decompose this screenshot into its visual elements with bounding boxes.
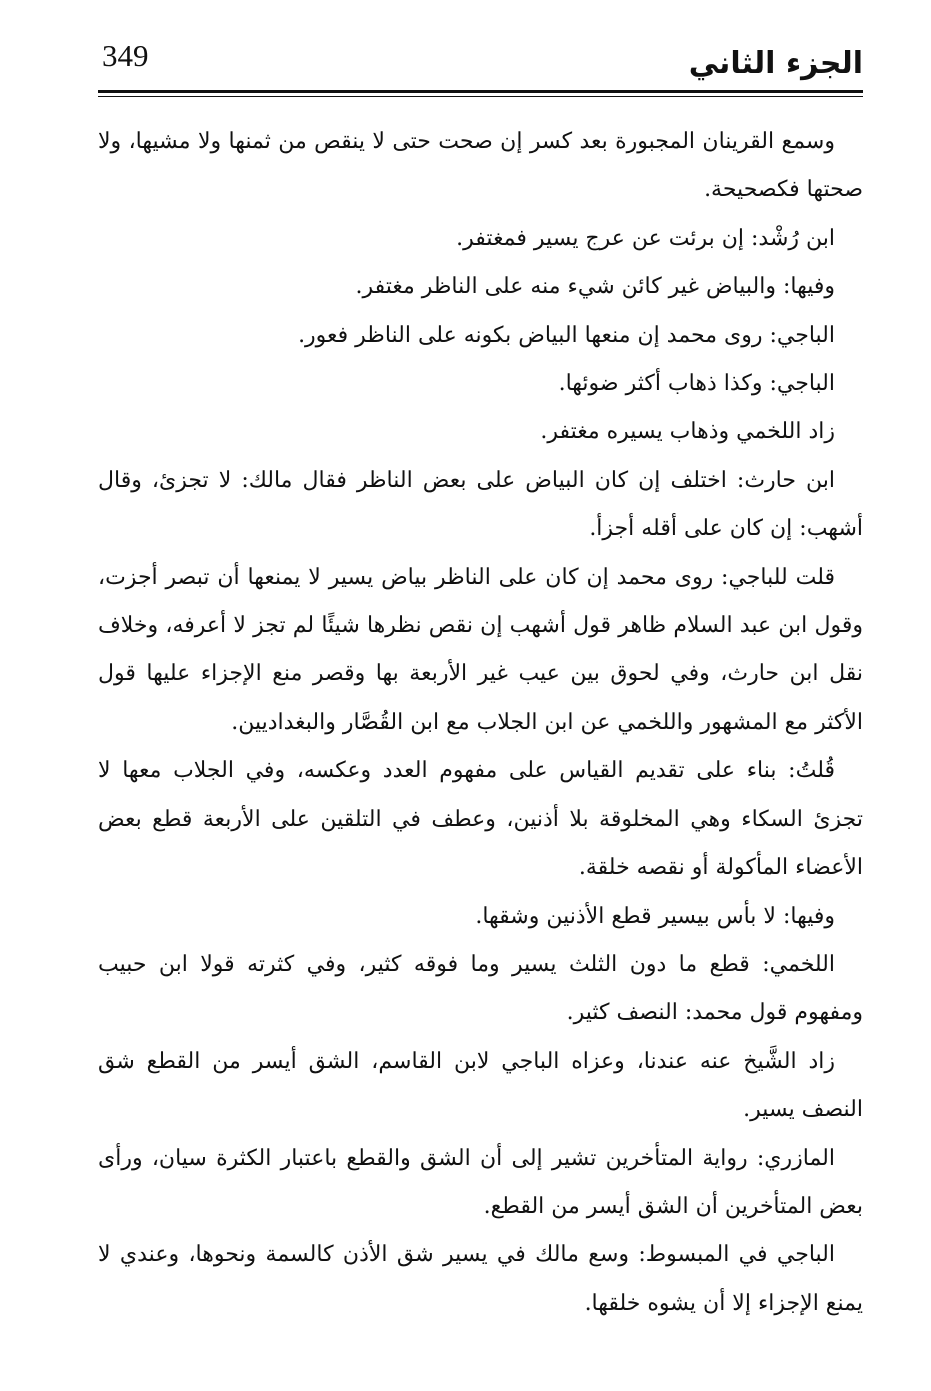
page-body	[98, 118, 863, 1328]
paragraph: وفيها: والبياض غير كائن شيء منه على الناظر مغتفر.	[355, 274, 835, 300]
paragraph: وسمع القرينان المجبورة بعد كسر إن صحت حتى لا ينقص من ثمنها ولا مشيها، ولا صحتها فكصحيحة.	[98, 129, 863, 203]
header-rule-thin	[98, 96, 863, 97]
running-head-title: الجزء الثاني	[688, 46, 863, 81]
paragraph: زاد اللخمي وذهاب يسيره مغتفر.	[540, 419, 835, 445]
paragraph: الباجي: وكذا ذهاب أكثر ضوئها.	[558, 371, 835, 397]
paragraph: اللخمي: قطع ما دون الثلث يسير وما فوقه كثير، وفي كثرته قولا ابن حبيب ومفهوم قول محمد: النصف كثير.	[98, 951, 863, 1026]
paragraph: ابن رُشْد: إن برئت عن عرج يسير فمغتفر.	[456, 225, 835, 251]
page-header	[98, 34, 863, 98]
paragraph: قُلتُ: بناء على تقديم القياس على مفهوم العدد وعكسه، وفي الجلاب معها لا تجزئ السكاء وهي المخلوقة بلا أذنين، وعطف في التلقين على الأربعة قطع بعض الأعضاء المأكولة أو نقصه خلقة.	[98, 758, 863, 881]
paragraph: وفيها: لا بأس بيسير قطع الأذنين وشقها.	[475, 903, 835, 929]
header-rule-thick	[98, 90, 863, 93]
paragraph: الباجي: روى محمد إن منعها البياض بكونه على الناظر فعور.	[298, 322, 835, 348]
paragraph: ابن حارث: اختلف إن كان البياض على بعض الناظر فقال مالك: لا تجزئ، وقال أشهب: إن كان على أقله أجزأ.	[98, 467, 863, 542]
paragraph: قلت للباجي: روى محمد إن كان على الناظر بياض يسير لا يمنعها أن تبصر أجزت، وقول ابن عبد السلام ظاهر قول أشهب إن نقص نظرها شيئًا لم تجز لا أعرفه، وخلاف نقل ابن حارث، وفي لحوق بين عيب غير الأربعة بها وقصر منع الإجزاء عليها قول الأكثر مع المشهور واللخمي عن ابن الجلاب مع ابن القُصَّار والبغداديين.	[98, 564, 863, 735]
paragraph: المازري: رواية المتأخرين تشير إلى أن الشق والقطع باعتبار الكثرة سيان، ورأى بعض المتأخرين أن الشق أيسر من القطع.	[98, 1145, 863, 1219]
page-number: 349	[102, 38, 149, 73]
paragraph: زاد الشَّيخ عنه عندنا، وعزاه الباجي لابن القاسم، الشق أيسر من القطع شق النصف يسير.	[98, 1048, 863, 1123]
paragraph: الباجي في المبسوط: وسع مالك في يسير شق الأذن كالسمة ونحوها، وعندي لا يمنع الإجزاء إلا أن يشوه خلقها.	[98, 1242, 863, 1316]
